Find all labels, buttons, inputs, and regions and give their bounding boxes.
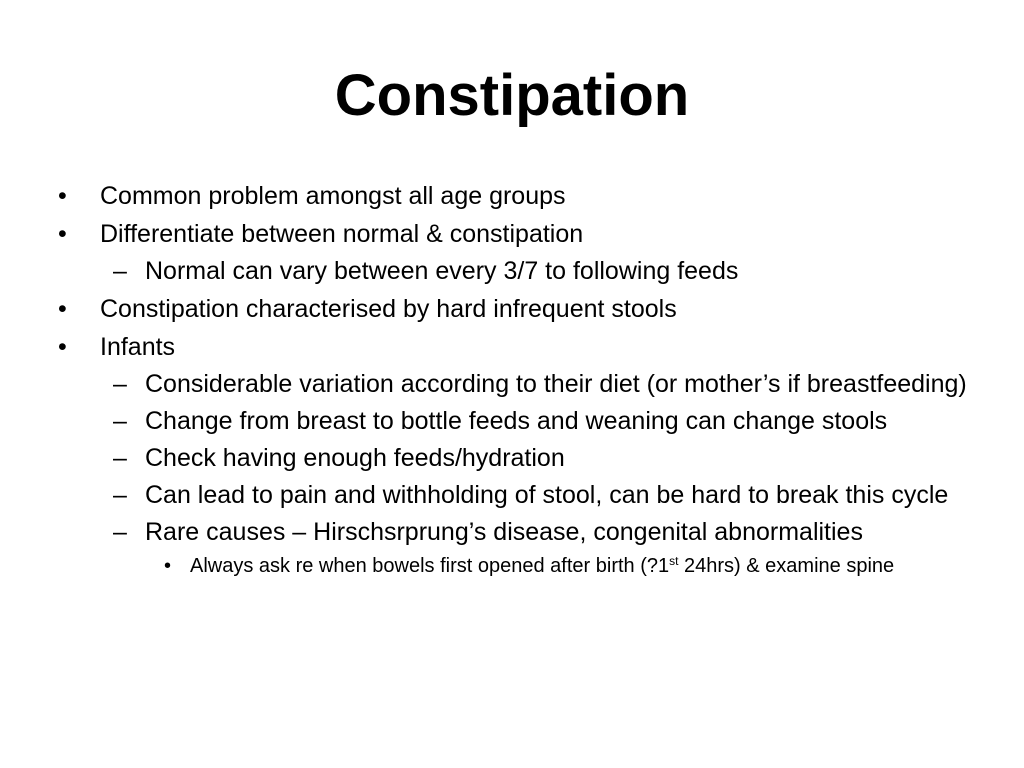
list-item	[56, 294, 976, 325]
list-item	[56, 181, 976, 212]
dash-marker: –	[113, 444, 127, 472]
dash-marker: –	[113, 407, 127, 435]
bullet-marker: •	[58, 220, 67, 248]
superscript: st	[669, 554, 679, 568]
sub-list-item	[56, 256, 976, 287]
sub-list-item	[56, 369, 976, 400]
list-item-text: Check having enough feeds/hydration	[145, 444, 565, 472]
list-item-text: Change from breast to bottle feeds and weaning can change stools	[145, 407, 888, 435]
list-item-text: Constipation characterised by hard infrequent stools	[100, 295, 677, 323]
bullet-marker: •	[164, 555, 172, 577]
sub-list-item	[56, 406, 976, 437]
list-item-text: Considerable variation according to their diet (or mother’s if breastfeeding)	[145, 370, 967, 398]
list-item-text: Differentiate between normal & constipation	[100, 220, 584, 248]
sub-list-item	[56, 443, 976, 474]
list-item-text-after: 24hrs) & examine spine	[678, 555, 895, 577]
bullet-marker: •	[58, 182, 67, 210]
list-item	[56, 219, 976, 250]
list-item-text: Normal can vary between every 3/7 to following feeds	[145, 257, 739, 285]
sub-list-item	[56, 517, 976, 548]
dash-marker: –	[113, 370, 127, 398]
list-item-text: Infants	[100, 333, 176, 361]
dash-marker: –	[113, 257, 127, 285]
list-item-text: Common problem amongst all age groups	[100, 182, 566, 210]
list-item-text-before: Always ask re when bowels first opened after birth (?1	[190, 555, 670, 577]
list-item-text: Can lead to pain and withholding of stool, can be hard to break this cycle	[145, 481, 949, 509]
bullet-marker: •	[58, 295, 67, 323]
list-item-text: Rare causes – Hirschsrprung’s disease, congenital abnormalities	[145, 518, 863, 546]
slide-title: Constipation	[334, 63, 690, 128]
bullet-list	[56, 181, 976, 580]
dash-marker: –	[113, 481, 127, 509]
sub-sub-list-item	[56, 553, 976, 580]
list-item-text	[190, 555, 894, 577]
dash-marker: –	[113, 518, 127, 546]
sub-list-item	[56, 480, 976, 511]
bullet-marker: •	[58, 333, 67, 361]
list-item	[56, 332, 976, 363]
